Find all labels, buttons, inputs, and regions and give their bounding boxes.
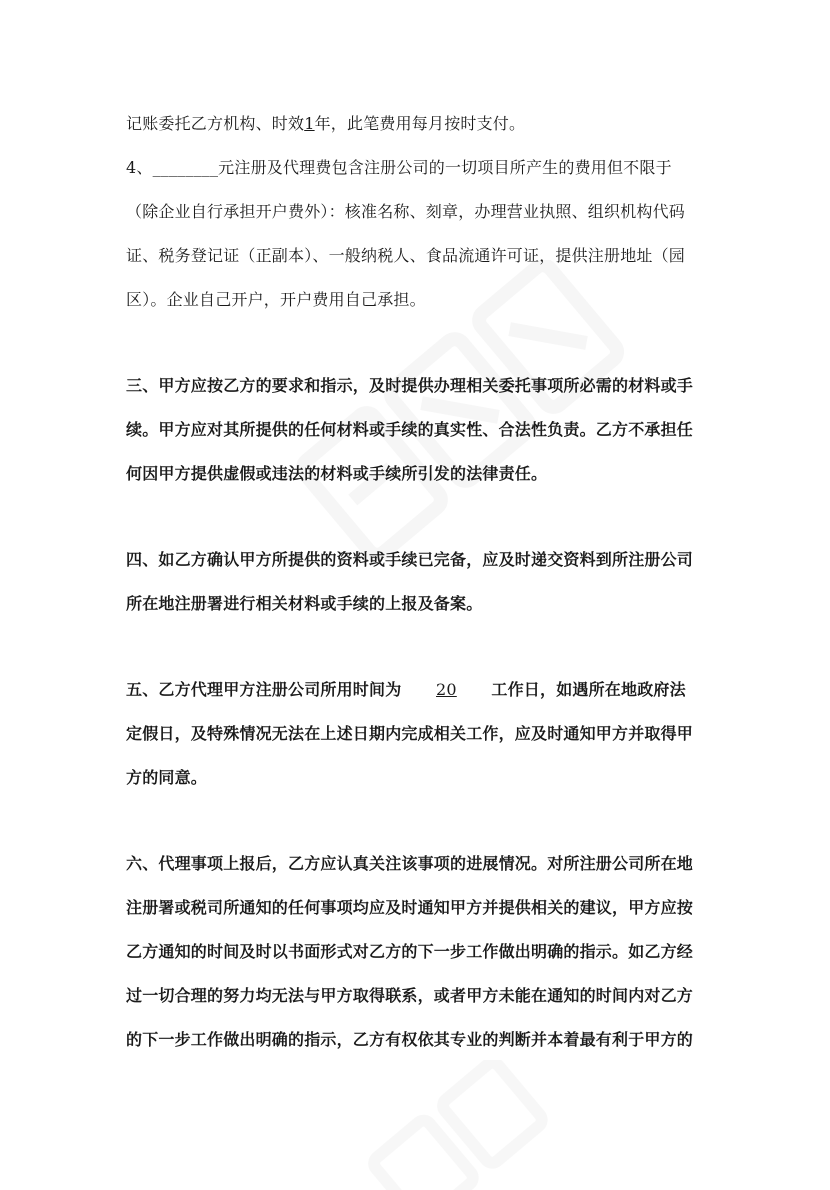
text-line: 4、________元注册及代理费包含注册公司的一切项目所产生的费用但不限于 — [126, 158, 672, 177]
clause-3 — [126, 371, 710, 489]
text-line: （除企业自行承担开户费外）：核准名称、刻章，办理营业执照、组织机构代码 — [126, 202, 686, 221]
clause-6 — [126, 849, 710, 1055]
text-line: 的下一步工作做出明确的指示，乙方有权依其专业的判断并本着最有利于甲方的 — [126, 1030, 694, 1049]
item-4-fee-scope — [126, 153, 710, 315]
paragraph-continuation — [126, 109, 710, 139]
clause-4 — [126, 545, 710, 619]
text-line: 何因甲方提供虚假或违法的材料或手续所引发的法律责任。 — [126, 464, 548, 483]
text-line: 续。甲方应对其所提供的任何材料或手续的真实性、合法性负责。乙方不承担任 — [126, 420, 694, 439]
document-body — [126, 109, 710, 1069]
text-line: 定假日，及特殊情况无法在上述日期内完成相关工作，应及时通知甲方并取得甲 — [126, 724, 694, 743]
working-days-value: 20 — [436, 680, 457, 699]
clause-5 — [126, 675, 710, 793]
text-line: 乙方通知的时间及时以书面形式对乙方的下一步工作做出明确的指示。如乙方经 — [126, 942, 694, 961]
text-line: 方的同意。 — [126, 768, 208, 787]
text-line: 六、代理事项上报后，乙方应认真关注该事项的进展情况。对所注册公司所在地 — [126, 854, 694, 873]
watermark-graphic-bottom — [340, 1060, 600, 1190]
text-line: 所在地注册署进行相关材料或手续的上报及备案。 — [126, 594, 483, 613]
text-line: 三、甲方应按乙方的要求和指示，及时提供办理相关委托事项所必需的材料或手 — [126, 376, 694, 395]
text-line: 证、税务登记证（正副本）、一般纳税人、食品流通许可证，提供注册地址（园 — [126, 246, 686, 265]
text-line: 注册署或税司所通知的任何事项均应及时通知甲方并提供相关的建议，甲方应按 — [126, 898, 694, 917]
text-line: 四、如乙方确认甲方所提供的资料或手续已完备，应及时递交资料到所注册公司 — [126, 550, 694, 569]
text-line: 区）。企业自己开户，开户费用自己承担。 — [126, 290, 426, 309]
term-years-value: 1 — [304, 114, 315, 133]
text-line: 过一切合理的努力均无法与甲方取得联系，或者甲方未能在通知的时间内对乙方 — [126, 986, 694, 1005]
text-line: 记账委托乙方机构、时效1年，此笔费用每月按时支付。 — [126, 114, 526, 133]
text-line: 五、乙方代理甲方注册公司所用时间为 20 工作日，如遇所在地政府法 — [126, 675, 710, 705]
